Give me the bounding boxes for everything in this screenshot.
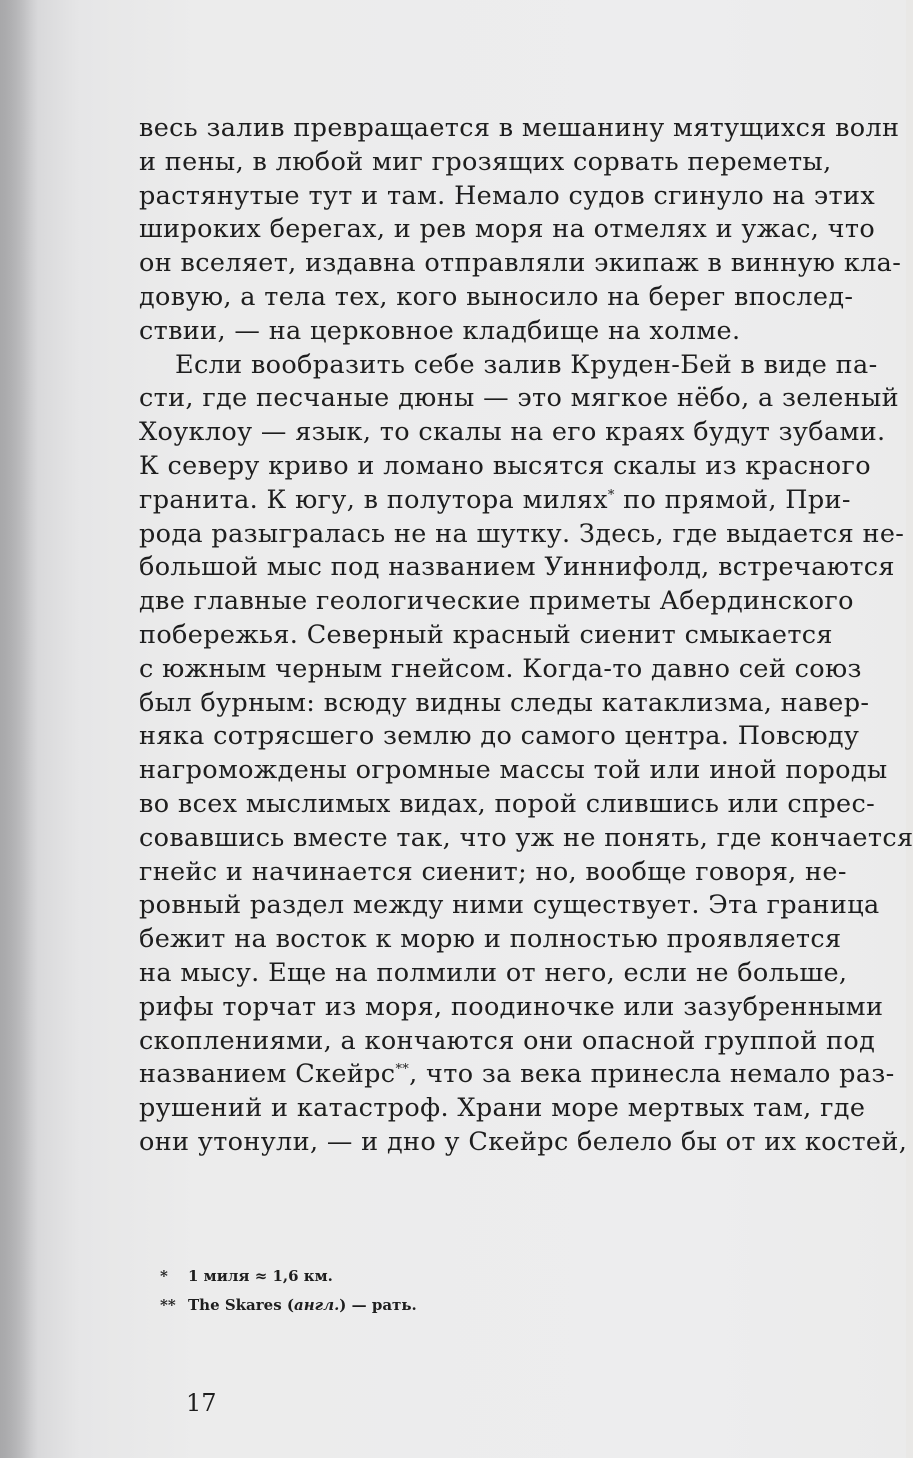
text-line-part: названием Скейрс: [139, 1059, 396, 1090]
footnote-text-italic: англ.: [294, 1296, 340, 1314]
footnote-ref-2: **: [395, 1062, 410, 1078]
text-line: нагромождены огромные массы той или иной породы: [139, 755, 888, 786]
text-line: большой мыс под названием Уиннифолд, встречаются: [139, 552, 895, 583]
footnotes: [160, 1262, 660, 1320]
text-line: гнейс и начинается сиенит; но, вообще говоря, не-: [139, 856, 847, 887]
text-line: рода разыгралась не на шутку. Здесь, где выдается не-: [139, 518, 905, 549]
footnote-ref-1: *: [607, 487, 615, 503]
text-line: две главные геологические приметы Абердинского: [139, 586, 854, 617]
text-line: растянутые тут и там. Немало судов сгинуло на этих: [139, 180, 876, 211]
text-line: на мысу. Еще на полмили от него, если не больше,: [139, 957, 848, 988]
text-line: и пены, в любой миг грозящих сорвать переметы,: [139, 146, 832, 177]
footnote-text: [188, 1296, 417, 1314]
text-line: К северу криво и ломано высятся скалы из красного: [139, 450, 871, 481]
footnote-text-part: ) — рать.: [339, 1296, 417, 1314]
page-number: 17: [186, 1389, 217, 1417]
text-line-part: , что за века принесла немало раз-: [409, 1059, 895, 1090]
text-line-part: по прямой, При-: [614, 484, 851, 515]
footnote-2: [160, 1291, 660, 1320]
text-line: няка сотрясшего землю до самого центра. Повсюду: [139, 721, 860, 752]
footnote-text-part: The Skares (: [188, 1296, 294, 1314]
text-line: Хоуклоу — язык, то скалы на его краях будут зубами.: [139, 417, 886, 448]
text-line: бежит на восток к морю и полностью проявляется: [139, 924, 842, 955]
footnote-marker: *: [160, 1267, 168, 1285]
text-line: широких берегах, и рев моря на отмелях и ужас, что: [139, 214, 876, 245]
text-line: ствии, — на церковное кладбище на холме.: [139, 315, 741, 346]
text-line: довую, а тела тех, кого выносило на берег впослед-: [139, 281, 854, 312]
text-line-part: гранита. К югу, в полутора милях: [139, 484, 608, 515]
footnote-1: [160, 1262, 660, 1291]
footnote-marker: **: [160, 1296, 176, 1314]
text-line: совавшись вместе так, что уж не понять, где кончается: [139, 822, 913, 853]
text-line: рушений и катастроф. Храни море мертвых там, где: [139, 1093, 866, 1124]
text-line: был бурным: всюду видны следы катаклизма, навер-: [139, 687, 870, 718]
main-text: [139, 112, 913, 1160]
text-line: сти, где песчаные дюны — это мягкое нёбо, а зеленый: [139, 383, 900, 414]
text-line: ровный раздел между ними существует. Эта граница: [139, 890, 880, 921]
text-line: они утонули, — и дно у Скейрс белело бы от их костей,: [139, 1126, 908, 1157]
text-line: Если вообразить себе залив Круден-Бей в виде па-: [175, 349, 878, 380]
text-line: с южным черным гнейсом. Когда-то давно сей союз: [139, 653, 862, 684]
text-line: он вселяет, издавна отправляли экипаж в винную кла-: [139, 248, 902, 279]
text-line: побережья. Северный красный сиенит смыкается: [139, 619, 833, 650]
text-line: скоплениями, а кончаются они опасной группой под: [139, 1025, 876, 1056]
text-line: рифы торчат из моря, поодиночке или зазубренными: [139, 991, 884, 1022]
footnote-text: 1 миля ≈ 1,6 км.: [188, 1267, 333, 1285]
text-line-with-footnote: [139, 484, 851, 518]
text-line: во всех мыслимых видах, порой слившись или спрес-: [139, 788, 876, 819]
text-line: весь залив превращается в мешанину мятущихся волн: [139, 113, 900, 143]
spine-shadow: [0, 0, 38, 1458]
text-line-with-footnote: [139, 1058, 895, 1092]
